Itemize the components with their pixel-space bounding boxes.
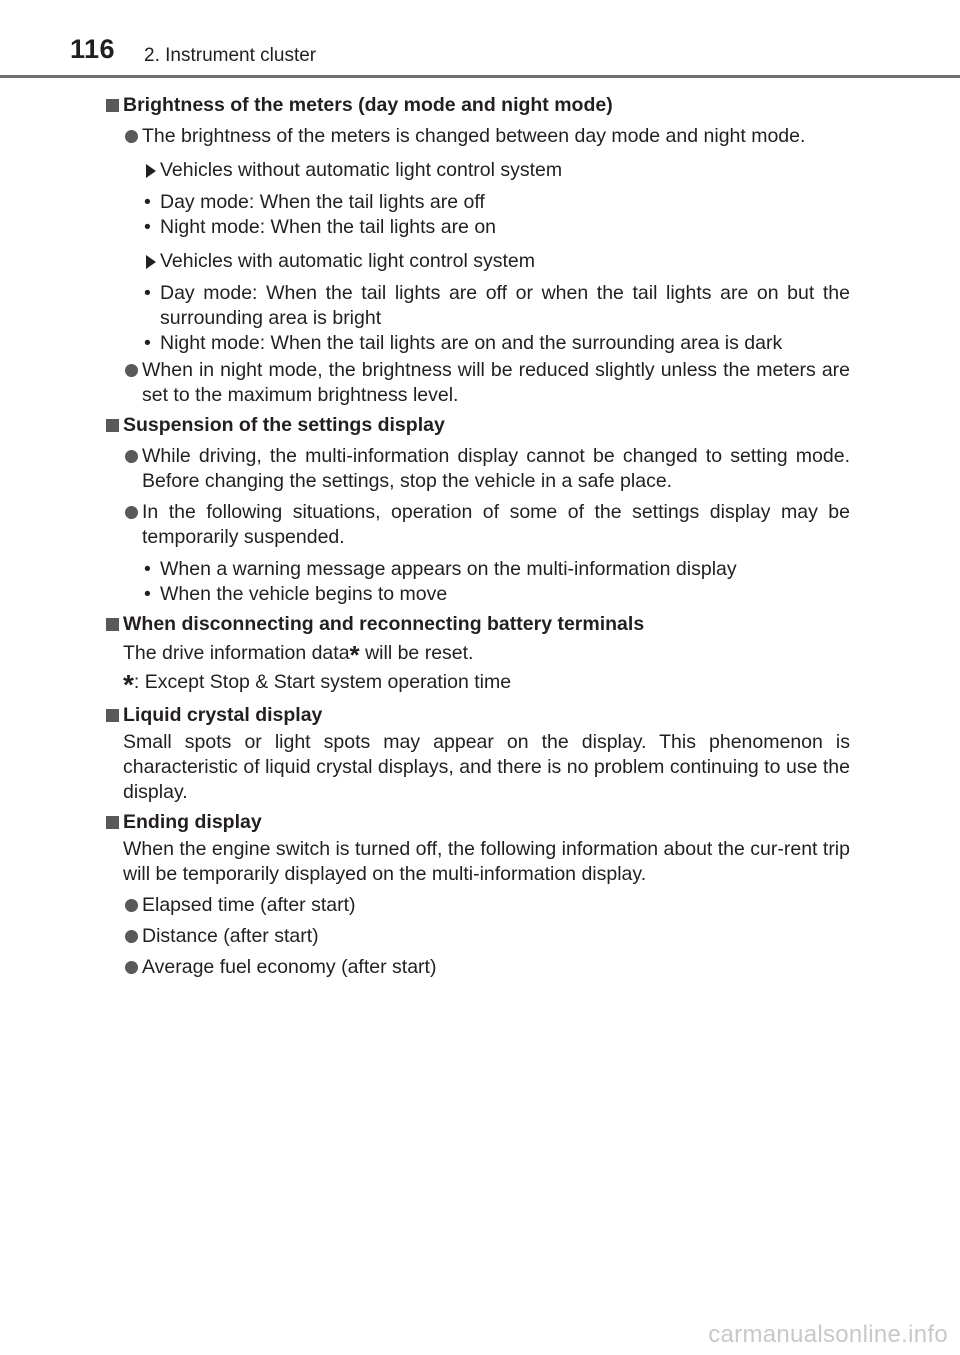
sub-item: • When a warning message appears on the multi-information display: [144, 558, 737, 580]
dot-marker-icon: •: [144, 191, 151, 213]
bullet-item: While driving, the multi-information display cannot be changed to setting mode. Before changing the settings, stop the vehicle in a safe place.: [106, 444, 850, 494]
page-header: [0, 0, 960, 80]
circle-bullet-icon: [125, 899, 138, 912]
circle-bullet-icon: [125, 130, 138, 143]
asterisk-icon: *: [123, 669, 134, 700]
condition-label: Vehicles with automatic light control system: [106, 249, 850, 274]
section-heading-suspension: Suspension of the settings display: [106, 413, 850, 438]
circle-bullet-icon: [125, 506, 138, 519]
sub-item: • Day mode: When the tail lights are off: [144, 191, 485, 213]
square-bullet-icon: [106, 99, 119, 112]
square-bullet-icon: [106, 419, 119, 432]
bullet-item: Distance (after start): [106, 924, 850, 949]
page-content: [106, 93, 850, 980]
footnote: *: Except Stop & Start system operation time: [123, 669, 512, 700]
triangle-arrow-icon: [146, 255, 156, 269]
section-heading-brightness: Brightness of the meters (day mode and night mode): [106, 93, 850, 118]
dot-marker-icon: •: [144, 558, 151, 580]
section-heading-battery: When disconnecting and reconnecting battery terminals: [106, 612, 850, 637]
square-bullet-icon: [106, 816, 119, 829]
asterisk-icon: *: [349, 640, 360, 670]
bullet-item: Elapsed time (after start): [106, 893, 850, 918]
triangle-arrow-icon: [146, 164, 156, 178]
bullet-item: Average fuel economy (after start): [106, 955, 850, 980]
dot-marker-icon: •: [144, 282, 151, 304]
square-bullet-icon: [106, 618, 119, 631]
square-bullet-icon: [106, 709, 119, 722]
dot-marker-icon: •: [144, 216, 151, 238]
dot-marker-icon: •: [144, 583, 151, 605]
sub-item: • When the vehicle begins to move: [144, 583, 448, 605]
bullet-item: When in night mode, the brightness will be reduced slightly unless the meters are set to the maximum brightness level.: [106, 358, 850, 408]
circle-bullet-icon: [125, 930, 138, 943]
section-heading-ending: Ending display: [106, 810, 850, 835]
sub-item: • Night mode: When the tail lights are on and the surrounding area is dark: [144, 332, 783, 354]
circle-bullet-icon: [125, 450, 138, 463]
lcd-text: Small spots or light spots may appear on the display. This phenomenon is characteristic of liquid crystal displays, and there is no problem continuing to use the display.: [123, 731, 850, 803]
section-heading-lcd: Liquid crystal display: [106, 703, 850, 728]
watermark: carmanualsonline.info: [708, 1321, 948, 1348]
page-number: 116: [70, 34, 116, 64]
circle-bullet-icon: [125, 961, 138, 974]
header-divider: [0, 75, 960, 78]
condition-label: Vehicles without automatic light control system: [106, 158, 850, 183]
chapter-title: 2. Instrument cluster: [144, 45, 317, 66]
sub-item: • Night mode: When the tail lights are on: [144, 216, 497, 238]
sub-item: • Day mode: When the tail lights are off or when the tail lights are on but the surrounding area is bright: [144, 282, 850, 329]
bullet-item: The brightness of the meters is changed between day mode and night mode.: [106, 124, 850, 149]
battery-text: The drive information data* will be reset.: [123, 640, 474, 670]
dot-marker-icon: •: [144, 332, 151, 354]
ending-text: When the engine switch is turned off, the following information about the cur-rent trip will be temporarily displayed on the multi-information display.: [123, 838, 850, 885]
circle-bullet-icon: [125, 364, 138, 377]
bullet-item: In the following situations, operation of some of the settings display may be temporarily suspended.: [106, 500, 850, 550]
